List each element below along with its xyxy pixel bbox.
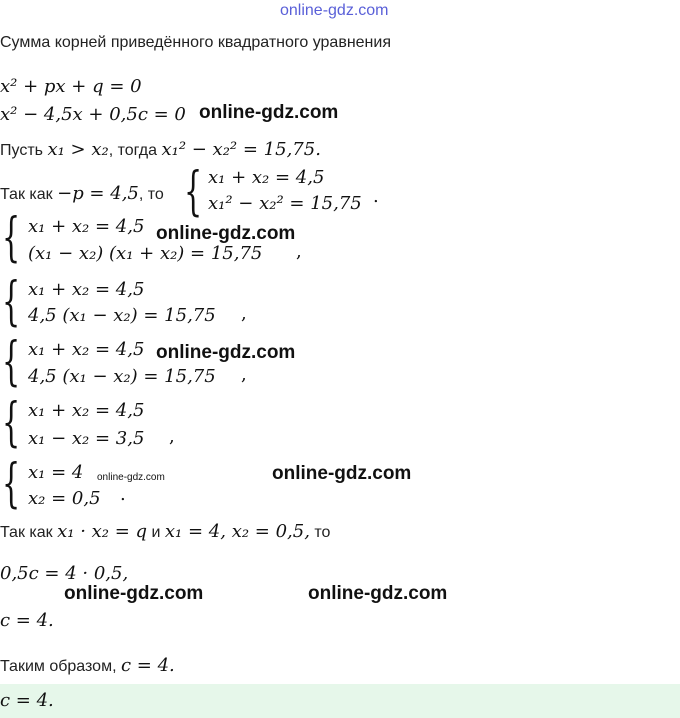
system2-eq1: x₁ + x₂ = 4,5 [28,279,145,300]
answer: c = 4. [0,690,54,711]
conclusion-line [0,655,175,676]
system3-eq2: 4,5 (x₁ − x₂) = 15,75 [28,366,216,387]
system-brace: { [2,393,21,453]
since-end: . [373,186,379,207]
equation-specific: x² − 4,5x + 0,5c = 0 [0,104,186,125]
let-expression: x₁² − x₂² = 15,75. [161,139,321,160]
vieta-end: то [314,524,331,541]
equation-general: x² + px + q = 0 [0,76,142,97]
system-brace: { [2,272,21,332]
since-prefix: Так как [0,186,53,203]
since-system-eq1: x₁ + x₂ = 4,5 [208,167,325,188]
watermark: online-gdz.com [156,342,296,363]
system-brace: { [2,454,21,514]
since-expression: −p = 4,5 [57,183,139,204]
conclusion-prefix: Таким образом, [0,658,117,675]
since-mid: , то [138,186,164,203]
system4-eq1: x₁ + x₂ = 4,5 [28,400,145,421]
system2-eq2: 4,5 (x₁ − x₂) = 15,75 [28,305,216,326]
since-line [0,183,164,204]
vieta-mid: и [151,524,161,541]
system1-eq1: x₁ + x₂ = 4,5 [28,216,145,237]
system-brace: { [2,332,21,392]
system4-eq2: x₁ − x₂ = 3,5 [28,428,145,449]
vieta-expression: x₁ · x₂ = q [57,521,148,542]
watermark: online-gdz.com [64,583,204,604]
calc-equation: 0,5c = 4 · 0,5, [0,563,129,584]
let-condition: x₁ > x₂ [47,139,109,160]
since-system-eq2: x₁² − x₂² = 15,75 [208,193,362,214]
watermark-top: online-gdz.com [280,2,389,19]
conclusion-expression: c = 4. [120,655,175,676]
system-brace: { [2,208,21,268]
system5-end: . [120,484,126,505]
system3-end: , [241,364,247,385]
result-equation: c = 4. [0,610,54,631]
system1-end: , [296,241,302,262]
system2-end: , [241,303,247,324]
let-mid: , тогда [108,142,157,159]
watermark: online-gdz.com [272,463,412,484]
system1-eq2: (x₁ − x₂) (x₁ + x₂) = 15,75 [28,243,263,264]
answer-box [0,684,680,718]
vieta-roots: x₁ = 4, x₂ = 0,5, [164,521,310,542]
system5-eq2: x₂ = 0,5 [28,488,101,509]
watermark: online-gdz.com [156,223,296,244]
vieta-prefix: Так как [0,524,53,541]
system-brace: { [184,162,203,222]
system4-end: , [169,426,175,447]
watermark: online-gdz.com [308,583,448,604]
vieta-line [0,521,330,542]
let-line [0,139,321,160]
watermark-small: online-gdz.com [97,472,165,483]
let-prefix: Пусть [0,142,43,159]
system3-eq1: x₁ + x₂ = 4,5 [28,339,145,360]
system5-eq1: x₁ = 4 [28,462,84,483]
watermark: online-gdz.com [199,102,339,123]
heading: Сумма корней приведённого квадратного уравнения [0,34,391,51]
